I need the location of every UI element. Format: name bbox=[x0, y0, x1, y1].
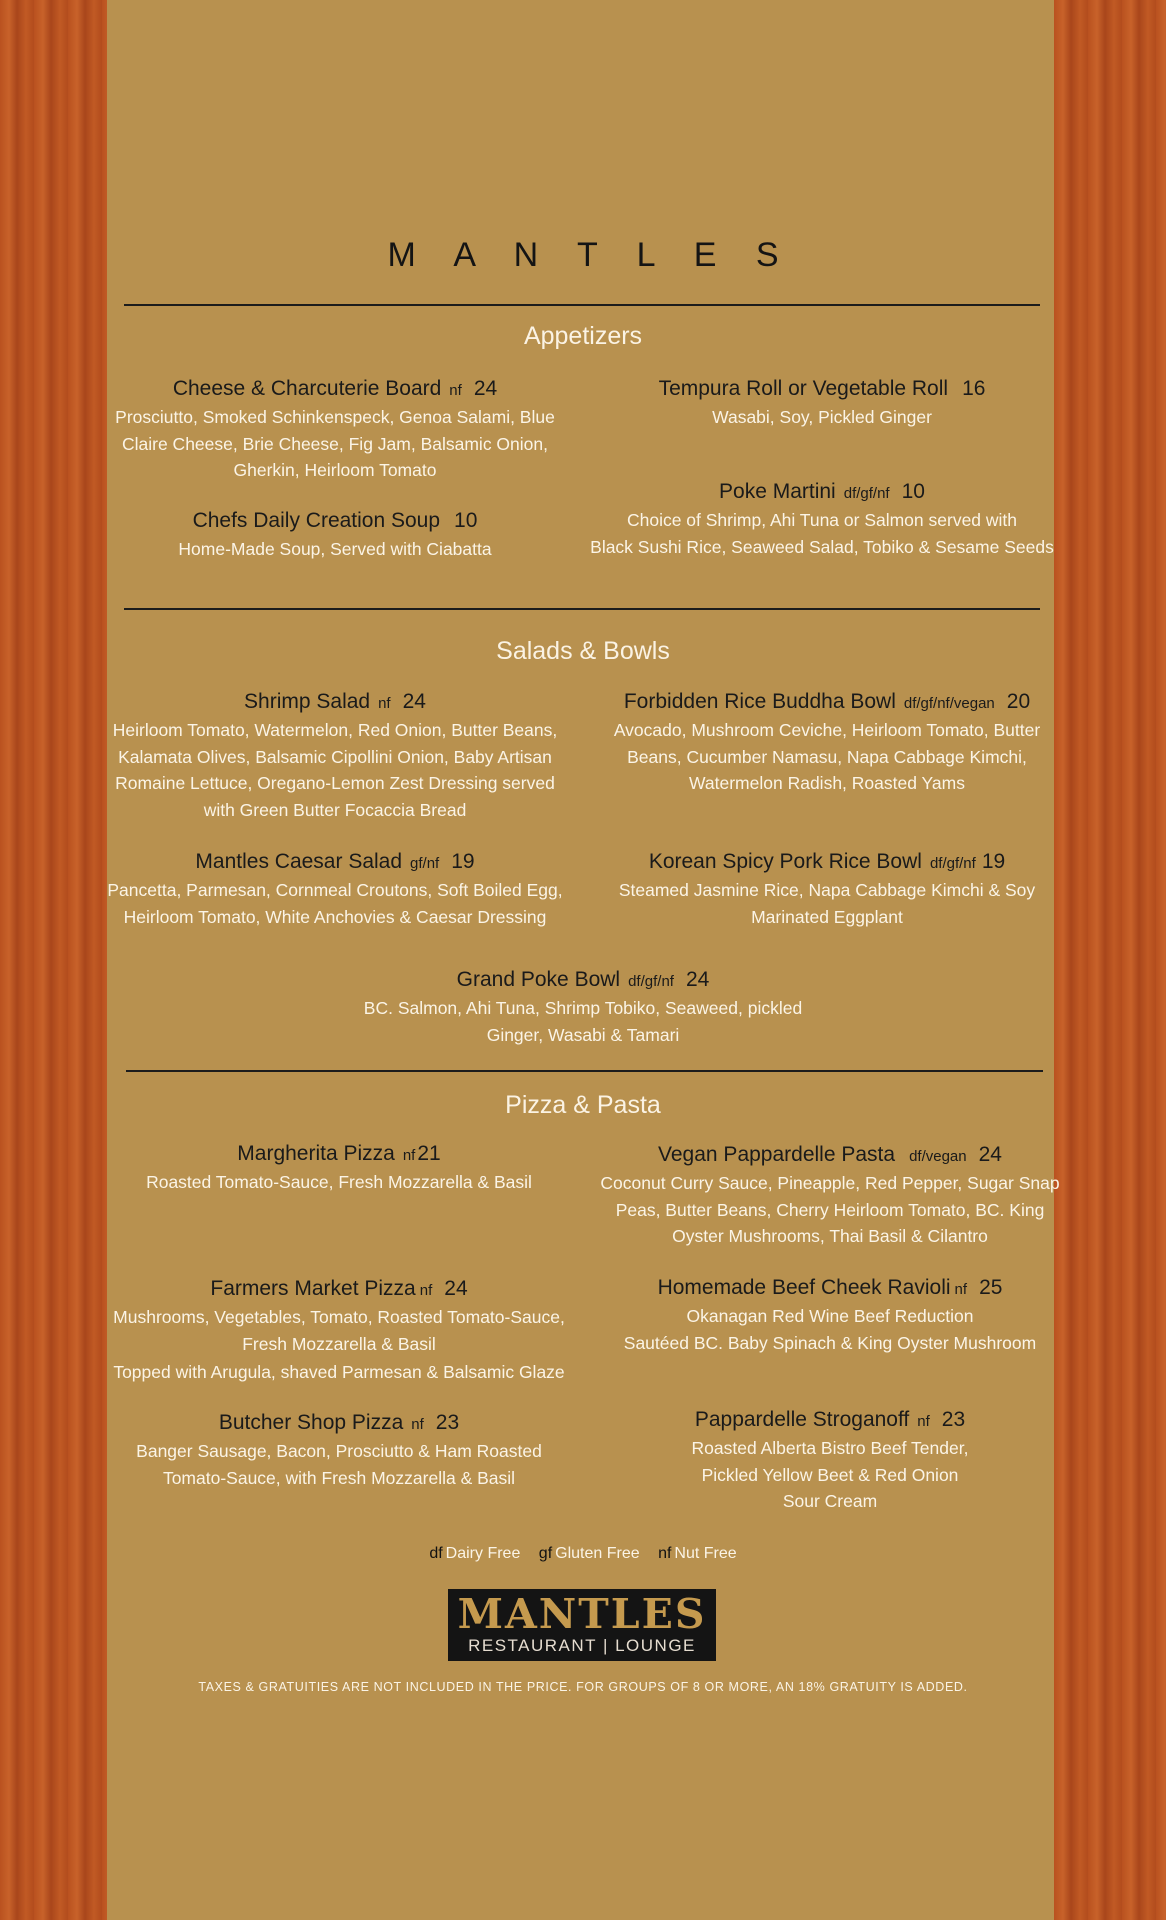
item-name: Mantles Caesar Salad bbox=[195, 850, 403, 873]
item-price: 20 bbox=[1006, 690, 1031, 713]
item-price: 24 bbox=[978, 1143, 1002, 1166]
item-description: Roasted Alberta Bistro Beef Tender, Pickled Yellow Beet & Red Onion Sour Cream bbox=[691, 1438, 969, 1511]
item-description: Heirloom Tomato, Watermelon, Red Onion, Butter Beans, Kalamata Olives, Balsamic Cipollini Onion, Baby Artisan Romaine Lettuce, Oregano-Lemon Zest Dressing served with Green Butter Focaccia Bread bbox=[112, 720, 558, 820]
item-price: 19 bbox=[981, 850, 1006, 873]
menu-item-cheese-charcuterie bbox=[95, 377, 575, 484]
menu-item-shrimp-salad bbox=[95, 690, 575, 823]
diet-tag: gf/nf bbox=[410, 855, 440, 872]
item-name: Butcher Shop Pizza bbox=[218, 1411, 404, 1434]
menu-item-margherita-pizza bbox=[99, 1142, 579, 1196]
item-price: 21 bbox=[417, 1142, 441, 1165]
menu-item-poke-martini bbox=[582, 480, 1062, 560]
menu-item-pappardelle-stroganoff bbox=[590, 1408, 1070, 1515]
section-title-pizza-pasta: Pizza & Pasta bbox=[505, 1091, 661, 1119]
menu-item-grand-poke-bowl bbox=[343, 968, 823, 1048]
item-price: 24 bbox=[402, 690, 426, 713]
item-price: 24 bbox=[685, 968, 710, 991]
item-name: Chefs Daily Creation Soup bbox=[192, 509, 441, 532]
logo-subtitle: RESTAURANT | LOUNGE bbox=[468, 1636, 696, 1655]
item-name: Shrimp Salad bbox=[244, 690, 371, 713]
item-description: Pancetta, Parmesan, Cornmeal Croutons, Soft Boiled Egg, Heirloom Tomato, White Anchovies & Caesar Dressing bbox=[107, 880, 563, 927]
menu-item-tempura-roll bbox=[582, 377, 1062, 431]
diet-tag: nf bbox=[402, 1147, 416, 1164]
item-price: 16 bbox=[962, 377, 986, 400]
menu-item-buddha-bowl bbox=[587, 690, 1067, 797]
item-name: Forbidden Rice Buddha Bowl bbox=[623, 690, 896, 713]
divider-appetizers bbox=[124, 608, 1040, 610]
item-description: Home-Made Soup, Served with Ciabatta bbox=[178, 539, 492, 559]
item-name: Korean Spicy Pork Rice Bowl bbox=[648, 850, 922, 873]
item-name: Grand Poke Bowl bbox=[456, 968, 621, 991]
diet-tag: nf bbox=[411, 1416, 424, 1433]
item-description: Okanagan Red Wine Beef Reduction Sautéed BC. Baby Spinach & King Oyster Mushroom bbox=[623, 1306, 1037, 1353]
item-description: Coconut Curry Sauce, Pineapple, Red Pepper, Sugar Snap Peas, Butter Beans, Cherry Heirloom Tomato, BC. King Oyster Mushrooms, Thai Basil & Cilantro bbox=[600, 1173, 1060, 1246]
section-title-appetizers: Appetizers bbox=[523, 322, 643, 350]
item-description: Wasabi, Soy, Pickled Ginger bbox=[712, 407, 932, 427]
item-price: 25 bbox=[979, 1276, 1003, 1299]
item-description: Banger Sausage, Bacon, Prosciutto & Ham Roasted Tomato-Sauce, with Fresh Mozzarella & Basil bbox=[136, 1441, 542, 1488]
diet-tag: df/gf/nf/vegan bbox=[903, 695, 995, 712]
diet-tag: df/gf/nf bbox=[628, 973, 674, 990]
diet-tag: df/gf/nf bbox=[929, 855, 976, 872]
item-description: Avocado, Mushroom Ceviche, Heirloom Tomato, Butter Beans, Cucumber Namasu, Napa Cabbage Kimchi, Watermelon Radish, Roasted Yams bbox=[613, 720, 1041, 793]
item-price: 24 bbox=[473, 377, 498, 400]
dietary-legend bbox=[0, 1545, 1166, 1563]
diet-tag: nf bbox=[917, 1413, 930, 1430]
item-name: Poke Martini bbox=[719, 480, 836, 503]
item-price: 19 bbox=[451, 850, 475, 873]
item-price: 24 bbox=[444, 1277, 468, 1300]
item-name: Tempura Roll or Vegetable Roll bbox=[658, 377, 949, 400]
menu-item-beef-cheek-ravioli bbox=[590, 1276, 1070, 1356]
item-name: Cheese & Charcuterie Board bbox=[172, 377, 442, 400]
item-description: Choice of Shrimp, Ahi Tuna or Salmon served with Black Sushi Rice, Seaweed Salad, Tobiko & Sesame Seeds bbox=[590, 510, 1054, 557]
menu-item-butcher-shop-pizza bbox=[99, 1411, 579, 1491]
item-name: Farmers Market Pizza bbox=[210, 1277, 416, 1300]
menu-title: M A N T L E S bbox=[387, 236, 794, 274]
item-name: Homemade Beef Cheek Ravioli bbox=[657, 1276, 951, 1299]
item-name: Margherita Pizza bbox=[237, 1142, 395, 1165]
diet-tag: nf bbox=[378, 695, 391, 712]
legend-gluten-free: gf Gluten Free bbox=[538, 1545, 640, 1562]
divider-top bbox=[124, 304, 1040, 306]
item-description: Roasted Tomato-Sauce, Fresh Mozzarella & Basil bbox=[146, 1172, 532, 1192]
diet-tag: df/vegan bbox=[909, 1148, 967, 1165]
diet-tag: nf bbox=[449, 382, 462, 399]
menu-item-vegan-pappardelle bbox=[590, 1143, 1070, 1250]
diet-tag: nf bbox=[419, 1282, 433, 1299]
item-price: 10 bbox=[454, 509, 478, 532]
item-description: BC. Salmon, Ahi Tuna, Shrimp Tobiko, Seaweed, pickled Ginger, Wasabi & Tamari bbox=[363, 998, 803, 1045]
section-title-salads-bowls: Salads & Bowls bbox=[496, 637, 670, 665]
diet-tag: nf bbox=[954, 1281, 968, 1298]
diet-tag: df/gf/nf bbox=[843, 485, 890, 502]
item-name: Pappardelle Stroganoff bbox=[694, 1408, 910, 1431]
menu-item-farmers-market-pizza bbox=[99, 1277, 579, 1386]
item-price: 23 bbox=[435, 1411, 460, 1434]
legend-nut-free: nf Nut Free bbox=[658, 1545, 737, 1562]
gratuity-disclaimer: TAXES & GRATUITIES ARE NOT INCLUDED IN THE PRICE. FOR GROUPS OF 8 OR MORE, AN 18% GRATUITY IS ADDED. bbox=[198, 1680, 968, 1694]
divider-salads-bowls bbox=[126, 1070, 1043, 1072]
logo-wordmark: MANTLES bbox=[457, 1590, 707, 1638]
item-name: Vegan Pappardelle Pasta bbox=[658, 1143, 896, 1166]
item-description: Steamed Jasmine Rice, Napa Cabbage Kimchi & Soy Marinated Eggplant bbox=[618, 880, 1036, 927]
item-description: Mushrooms, Vegetables, Tomato, Roasted Tomato-Sauce, Fresh Mozzarella & Basil Topped with Arugula, shaved Parmesan & Balsamic Glaze bbox=[113, 1307, 565, 1382]
menu-item-korean-pork-bowl bbox=[587, 850, 1067, 930]
menu-item-caesar-salad bbox=[95, 850, 575, 930]
item-price: 23 bbox=[941, 1408, 966, 1431]
item-price: 10 bbox=[901, 480, 925, 503]
item-description: Prosciutto, Smoked Schinkenspeck, Genoa Salami, Blue Claire Cheese, Brie Cheese, Fig Jam, Balsamic Onion, Gherkin, Heirloom Tomato bbox=[115, 407, 555, 480]
legend-dairy-free: df Dairy Free bbox=[429, 1545, 521, 1562]
menu-item-daily-soup bbox=[95, 509, 575, 563]
restaurant-logo bbox=[448, 1589, 716, 1661]
